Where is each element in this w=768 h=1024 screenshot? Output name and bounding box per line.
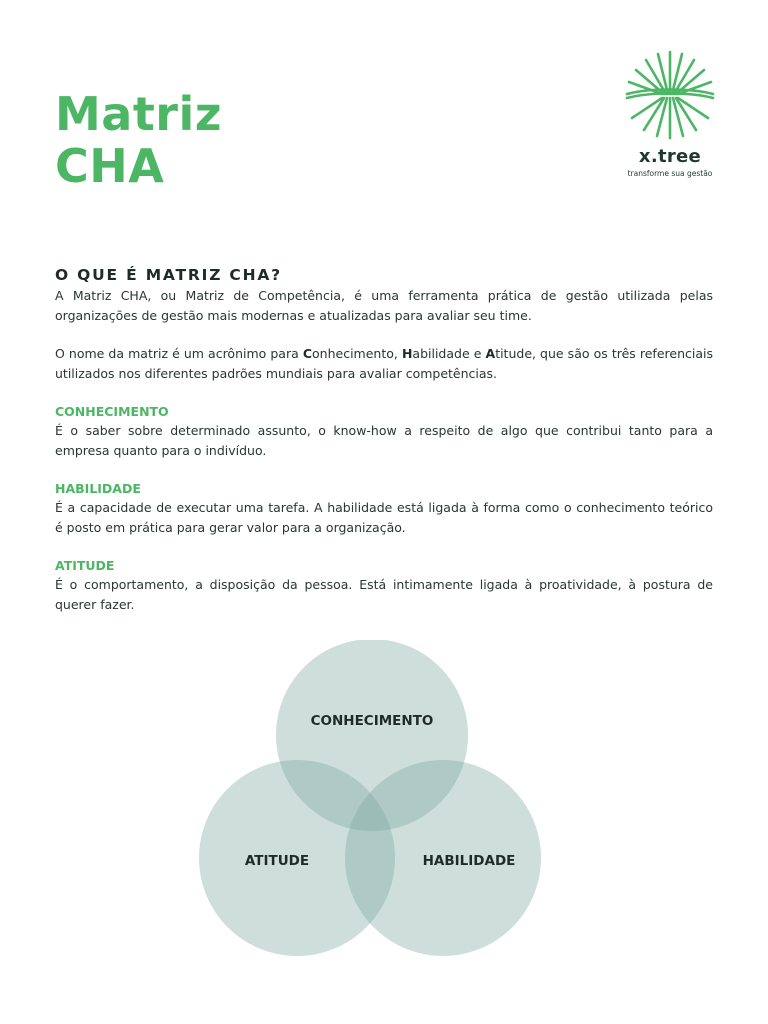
habilidade-text: É a capacidade de executar uma tarefa. A habilidade está ligada à forma como o conhecimento teórico é posto em prática para gerar valor para a organização.: [55, 500, 713, 535]
venn-label-habilidade: HABILIDADE: [422, 853, 516, 869]
atitude-title: ATITUDE: [55, 558, 115, 573]
acronym-h-rest: abilidade e: [412, 346, 486, 361]
acronym-paragraph: [55, 344, 713, 383]
intro-paragraph: A Matriz CHA, ou Matriz de Competência, é uma ferramenta prática de gestão utilizada pelas organizações de gestão mais modernas e atualizadas para avaliar seu time.: [55, 288, 713, 323]
acronym-letter-c: C: [302, 346, 313, 361]
acronym-c-rest: onhecimento,: [312, 346, 402, 361]
venn-label-atitude: ATITUDE: [244, 853, 310, 869]
venn-diagram: [195, 640, 547, 958]
venn-label-conhecimento: CONHECIMENTO: [310, 713, 434, 729]
conhecimento-text: É o saber sobre determinado assunto, o know-how a respeito de algo que contribui tanto para a empresa quanto para o indivíduo.: [55, 423, 713, 458]
title-line-1: Matriz: [55, 87, 223, 141]
acronym-prefix: O nome da matriz é um acrônimo para: [55, 346, 303, 361]
logo-tagline: transforme sua gestão: [627, 169, 713, 178]
atitude-text: É o comportamento, a disposição da pessoa. Está intimamente ligada à proatividade, à postura de querer fazer.: [55, 577, 713, 612]
tree-icon: [624, 48, 716, 140]
xtree-logo: [620, 48, 720, 178]
document-title: [55, 88, 222, 192]
content-section: [55, 266, 713, 614]
acronym-a-rest: titude, que são os três referenciais utilizados nos diferentes padrões mundiais para avaliar competências.: [55, 346, 713, 381]
habilidade-title: HABILIDADE: [55, 481, 141, 496]
venn-svg: [195, 640, 547, 958]
conhecimento-title: CONHECIMENTO: [55, 404, 169, 419]
logo-brand: x.tree: [638, 146, 702, 167]
acronym-letter-a: A: [485, 346, 496, 361]
section-heading: O QUE É MATRIZ CHA?: [55, 266, 282, 284]
acronym-letter-h: H: [401, 346, 413, 361]
title-line-2: CHA: [55, 139, 165, 193]
